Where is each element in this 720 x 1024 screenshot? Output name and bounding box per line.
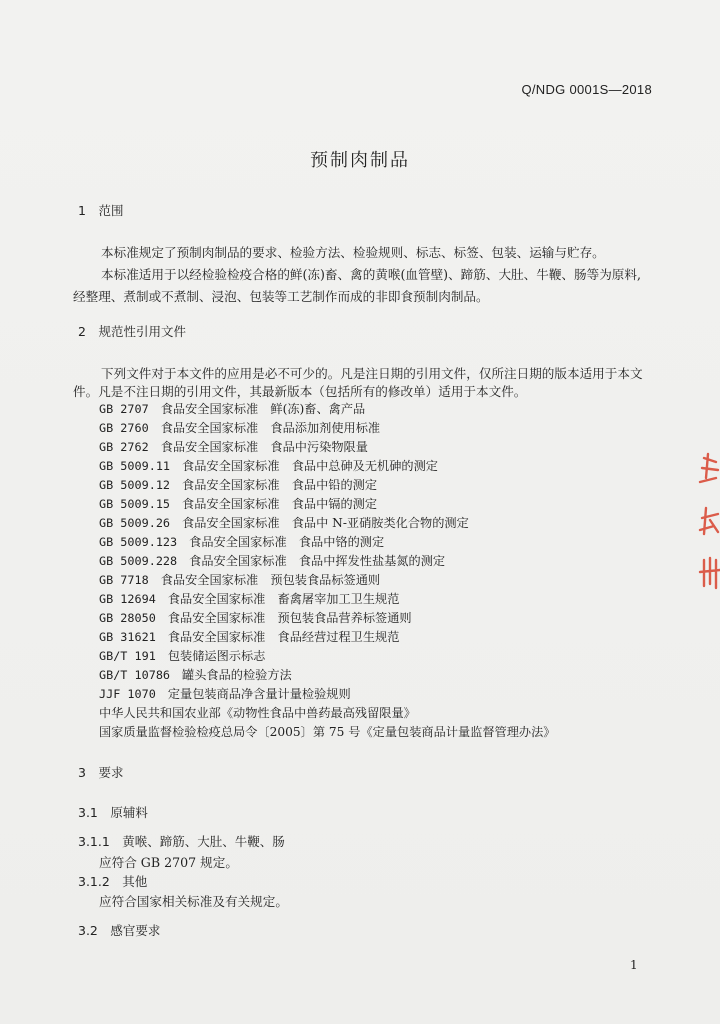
- reference-item: [99, 628, 399, 645]
- section-3-1-1-heading: 3.1.1 黄喉、蹄筋、大肚、牛鞭、肠: [78, 834, 285, 849]
- reference-code: GB 2707: [99, 402, 149, 416]
- reference-item: [99, 571, 380, 588]
- reference-code: GB/T 10786: [99, 668, 171, 682]
- standard-code: Q/NDG 0001S—2018: [521, 82, 652, 97]
- reference-code: GB 5009.11: [99, 459, 171, 473]
- reference-item: [99, 609, 412, 626]
- reference-title: 食品安全国家标准 食品中铬的测定: [189, 535, 385, 549]
- reference-code: GB 12694: [99, 592, 156, 606]
- section-3-1-1-text: 应符合 GB 2707 规定。: [99, 855, 238, 870]
- reference-item: [99, 685, 351, 702]
- reference-code: GB 7718: [99, 573, 149, 587]
- reference-item: [99, 533, 384, 550]
- reference-item: [99, 647, 265, 664]
- reference-aqsiq: 国家质量监督检验检疫总局令〔2005〕第 75 号《定量包装商品计量监督管理办法》: [99, 725, 556, 739]
- reference-code: GB 2760: [99, 421, 149, 435]
- section-3-1-2-heading: 3.1.2 其他: [78, 874, 148, 889]
- section-3-1-2-text: 应符合国家相关标准及有关规定。: [99, 894, 288, 909]
- reference-item: [99, 438, 368, 455]
- section-3-heading: 3 要求: [78, 765, 124, 780]
- reference-code: GB 28050: [99, 611, 156, 625]
- scope-paragraph-2a: 本标准适用于以经检验检疫合格的鲜(冻)畜、禽的黄喉(血管壁)、蹄筋、大肚、牛鞭、肠等为原料,: [101, 267, 642, 282]
- seal-stamp-icon: [692, 448, 720, 598]
- reference-title: 定量包装商品净含量计量检验规则: [167, 687, 351, 701]
- reference-title: 食品安全国家标准 预包装食品营养标签通则: [167, 611, 412, 625]
- reference-item: [99, 552, 445, 569]
- reference-item: [99, 419, 380, 436]
- section-2-heading: 2 规范性引用文件: [78, 324, 186, 339]
- reference-code: GB 5009.12: [99, 478, 171, 492]
- reference-code: GB 31621: [99, 630, 156, 644]
- reference-title: 食品安全国家标准 预包装食品标签通则: [160, 573, 381, 587]
- page-number: 1: [630, 958, 638, 972]
- reference-code: GB 5009.228: [99, 554, 178, 568]
- reference-code: GB 2762: [99, 440, 149, 454]
- reference-title: 罐头食品的检验方法: [182, 668, 292, 682]
- scope-paragraph-1: 本标准规定了预制肉制品的要求、检验方法、检验规则、标志、标签、包装、运输与贮存。: [101, 245, 605, 260]
- reference-title: 食品安全国家标准 畜禽屠宰加工卫生规范: [167, 592, 400, 606]
- reference-title: 食品安全国家标准 食品添加剂使用标准: [160, 421, 381, 435]
- references-intro-b: 件。凡是不注日期的引用文件，其最新版本（包括所有的修改单）适用于本文件。: [73, 384, 527, 399]
- reference-code: GB 5009.15: [99, 497, 171, 511]
- reference-title: 食品安全国家标准 食品中铅的测定: [182, 478, 378, 492]
- reference-code: GB 5009.26: [99, 516, 171, 530]
- reference-item: [99, 495, 377, 512]
- document-title: 预制肉制品: [310, 150, 410, 171]
- reference-item: [99, 476, 377, 493]
- reference-item: [99, 400, 365, 417]
- section-3-1-heading: 3.1 原辅料: [78, 805, 148, 820]
- reference-title: 食品安全国家标准 食品中总砷及无机砷的测定: [182, 459, 438, 473]
- reference-title: 食品安全国家标准 鲜(冻)畜、禽产品: [160, 402, 366, 416]
- reference-title: 食品安全国家标准 食品经营过程卫生规范: [167, 630, 400, 644]
- section-3-2-heading: 3.2 感官要求: [78, 923, 161, 938]
- reference-moa: 中华人民共和国农业部《动物性食品中兽药最高残留限量》: [99, 706, 416, 720]
- references-intro-a: 下列文件对于本文件的应用是必不可少的。凡是注日期的引用文件，仅所注日期的版本适用于本文: [101, 366, 643, 381]
- reference-item: [99, 666, 292, 683]
- reference-title: 包装储运图示标志: [167, 649, 266, 663]
- reference-item: [99, 514, 469, 531]
- reference-title: 食品安全国家标准 食品中挥发性盐基氮的测定: [189, 554, 446, 568]
- reference-title: 食品安全国家标准 食品中污染物限量: [160, 440, 368, 454]
- reference-code: JJF 1070: [99, 687, 156, 701]
- reference-code: GB/T 191: [99, 649, 156, 663]
- reference-item: [99, 590, 399, 607]
- reference-code: GB 5009.123: [99, 535, 178, 549]
- reference-title: 食品安全国家标准 食品中镉的测定: [182, 497, 378, 511]
- scope-paragraph-2b: 经整理、煮制或不煮制、浸泡、包装等工艺制作而成的非即食预制肉制品。: [73, 289, 489, 304]
- reference-item: [99, 457, 438, 474]
- section-1-heading: 1 范围: [78, 203, 124, 218]
- reference-title: 食品安全国家标准 食品中 N-亚硝胺类化合物的测定: [182, 516, 469, 530]
